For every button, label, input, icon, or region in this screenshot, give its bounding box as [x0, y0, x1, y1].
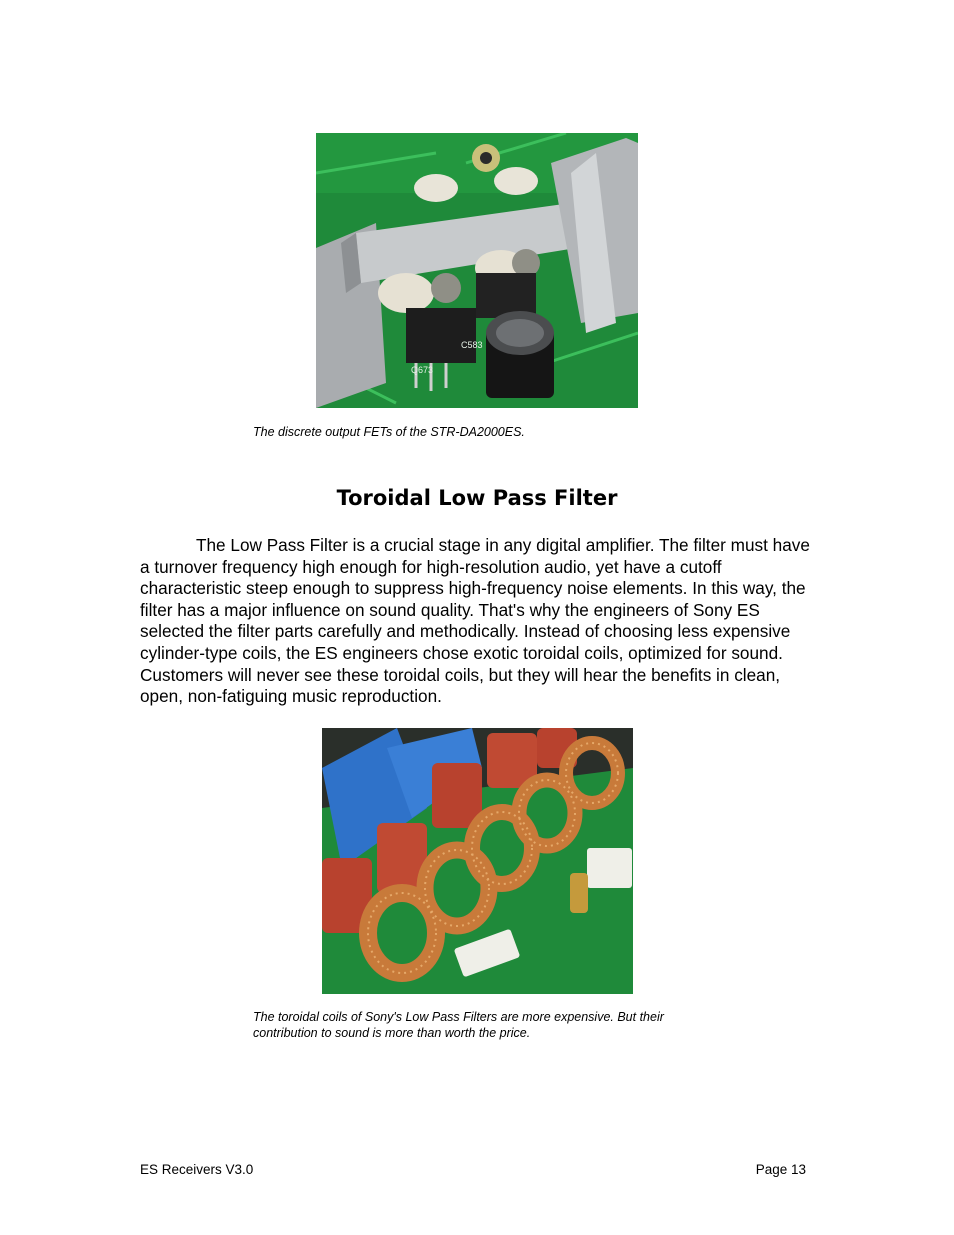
- toroidal-coils-photo: [322, 728, 633, 994]
- svg-text:C583: C583: [461, 340, 483, 350]
- page-number: Page 13: [755, 1162, 806, 1177]
- body-paragraph: The Low Pass Filter is a crucial stage in any digital amplifier. The filter must have a turnover frequency high enough for high-resolution audio, yet have a cutoff characteristic steep enough to suppress high-frequency noise elements. In this way, the filter has a major influence on sound quality. That's why the engineers of Sony ES selected the filter parts carefully and methodically. Instead of choosing less expensive cylinder-type coils, the ES engineers chose exotic toroidal coils, optimized for sound. Customers will never see these toroidal coils, but they will hear the benefits in clean, open, non-fatiguing music reproduction.: [140, 535, 810, 707]
- footer-title: ES Receivers V3.0: [140, 1162, 254, 1177]
- svg-text:Q673: Q673: [411, 365, 434, 375]
- section-heading: Toroidal Low Pass Filter: [336, 486, 618, 510]
- figure-caption: The toroidal coils of Sony's Low Pass Filters are more expensive. But their contribution to sound is more than worth the price.: [253, 1010, 664, 1040]
- figure-caption: The discrete output FETs of the STR-DA2000ES.: [253, 425, 525, 439]
- circuit-board-photo: [316, 133, 638, 408]
